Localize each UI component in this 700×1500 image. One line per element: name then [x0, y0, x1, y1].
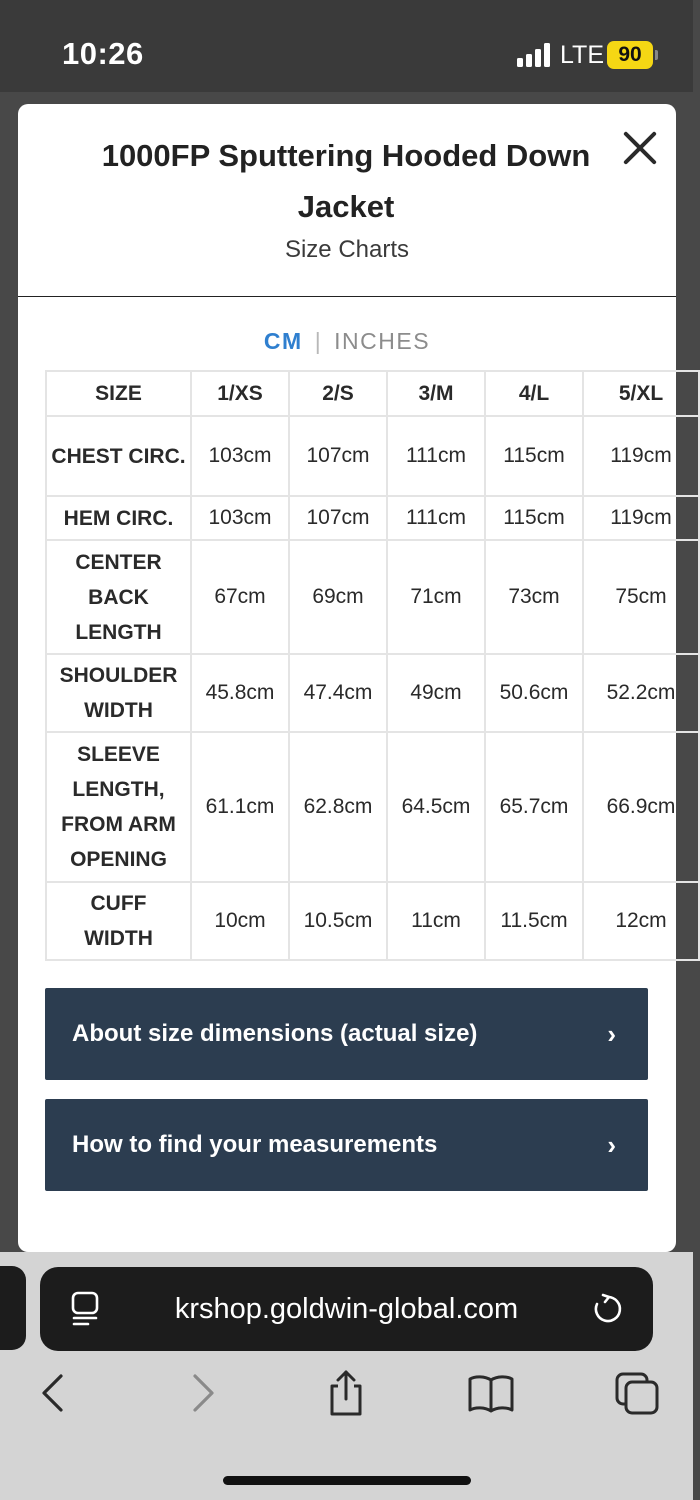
share-icon[interactable] [321, 1368, 371, 1418]
table-cell: 49cm [387, 654, 485, 732]
row-label: CENTER BACK LENGTH [46, 540, 191, 654]
header-size-option: 3/M [387, 371, 485, 416]
status-bar [0, 0, 693, 92]
forward-icon[interactable] [178, 1368, 228, 1418]
table-cell: 69cm [289, 540, 387, 654]
battery-nub [655, 50, 658, 60]
table-cell: 111cm [387, 416, 485, 496]
size-table-scroll[interactable] [45, 370, 676, 958]
back-icon[interactable] [28, 1368, 78, 1418]
signal-icon [517, 43, 553, 67]
table-cell: 61.1cm [191, 732, 289, 882]
chevron-right-icon: › [607, 1130, 616, 1160]
table-cell: 10cm [191, 882, 289, 960]
previous-tab-preview[interactable] [0, 1266, 26, 1350]
table-cell: 47.4cm [289, 654, 387, 732]
unit-inches-button[interactable]: INCHES [334, 328, 431, 354]
button-label: How to find your measurements [72, 1131, 438, 1158]
table-row-chest [46, 416, 699, 496]
table-row-hem [46, 496, 699, 540]
table-cell: 115cm [485, 416, 583, 496]
table-cell: 10.5cm [289, 882, 387, 960]
button-label: About size dimensions (actual size) [72, 1020, 478, 1047]
product-title: 1000FP Sputtering Hooded Down Jacket [101, 138, 591, 224]
table-cell: 103cm [191, 496, 289, 540]
table-cell: 119cm [583, 416, 699, 496]
table-row-cuff [46, 882, 699, 960]
table-cell: 119cm [583, 496, 699, 540]
tabs-icon[interactable] [613, 1368, 663, 1418]
table-cell: 11.5cm [485, 882, 583, 960]
row-label: HEM CIRC. [46, 496, 191, 540]
header-size-option: 4/L [485, 371, 583, 416]
header-size-option: 2/S [289, 371, 387, 416]
table-cell: 45.8cm [191, 654, 289, 732]
header-size-option: 5/XL [583, 371, 699, 416]
table-cell: 115cm [485, 496, 583, 540]
home-indicator [223, 1476, 471, 1485]
battery-icon: 90 [607, 41, 653, 69]
table-cell: 62.8cm [289, 732, 387, 882]
table-cell: 66.9cm [583, 732, 699, 882]
status-time: 10:26 [62, 36, 144, 71]
address-bar[interactable] [40, 1267, 653, 1351]
about-size-dimensions-button[interactable] [45, 988, 648, 1080]
table-cell: 65.7cm [485, 732, 583, 882]
table-cell: 75cm [583, 540, 699, 654]
row-label: SHOULDER WIDTH [46, 654, 191, 732]
bookmarks-icon[interactable] [466, 1368, 516, 1418]
close-icon[interactable] [620, 128, 660, 168]
table-row-back-length [46, 540, 699, 654]
size-table [45, 370, 700, 961]
row-label: SLEEVE LENGTH, FROM ARM OPENING [46, 732, 191, 882]
row-label: CHEST CIRC. [46, 416, 191, 496]
table-cell: 50.6cm [485, 654, 583, 732]
table-cell: 11cm [387, 882, 485, 960]
header-size: SIZE [46, 371, 191, 416]
reload-icon[interactable] [591, 1292, 625, 1326]
unit-toggle [18, 328, 676, 355]
unit-cm-button[interactable]: CM [263, 328, 303, 354]
url-text: krshop.goldwin-global.com [174, 1293, 519, 1325]
table-cell: 111cm [387, 496, 485, 540]
table-cell: 73cm [485, 540, 583, 654]
how-to-measure-button[interactable] [45, 1099, 648, 1191]
unit-separator: | [314, 328, 323, 354]
chevron-right-icon: › [607, 1019, 616, 1049]
table-header-row [46, 371, 699, 416]
table-cell: 64.5cm [387, 732, 485, 882]
modal-header [18, 104, 676, 297]
modal-subtitle: Size Charts [284, 236, 410, 263]
table-cell: 107cm [289, 496, 387, 540]
table-cell: 52.2cm [583, 654, 699, 732]
table-cell: 71cm [387, 540, 485, 654]
table-row-shoulder [46, 654, 699, 732]
row-label: CUFF WIDTH [46, 882, 191, 960]
table-cell: 67cm [191, 540, 289, 654]
size-chart-modal [18, 104, 676, 1252]
header-size-option: 1/XS [191, 371, 289, 416]
table-row-sleeve [46, 732, 699, 882]
table-cell: 12cm [583, 882, 699, 960]
table-cell: 107cm [289, 416, 387, 496]
table-cell: 103cm [191, 416, 289, 496]
network-label: LTE [560, 41, 604, 69]
